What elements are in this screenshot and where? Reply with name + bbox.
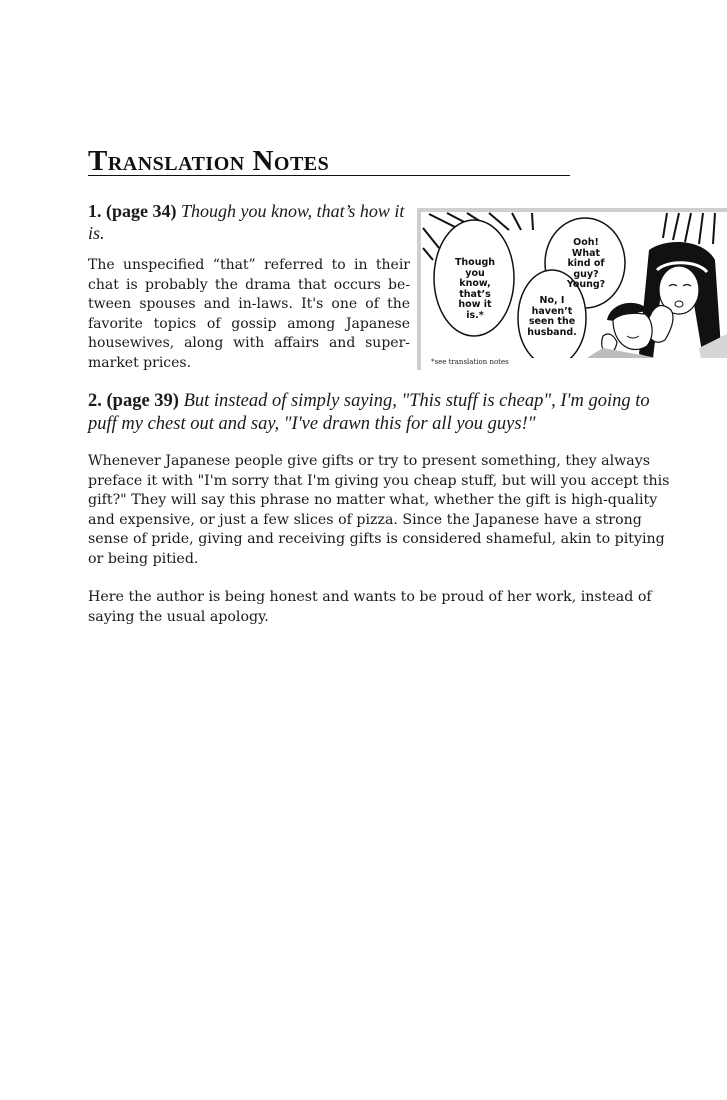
speech-bubble-left: Though you know, that’s how it is.*	[454, 257, 496, 321]
note-number: 1. (page 34)	[88, 201, 177, 221]
note-number: 2. (page 39)	[88, 391, 179, 411]
page-title: Translation Notes	[88, 147, 570, 176]
speech-bubble-bottom: No, I haven’t seen the husband.	[527, 295, 577, 338]
note-quote: Though you know, that’s how it is.	[88, 201, 405, 243]
manga-panel-illustration	[417, 208, 727, 370]
note-paragraph: Whenever Japanese people give gifts or try to present something, they always preface it with "I'm sorry that I'm giving you cheap stuff, but will you accept this gift?" They will say this phrase no matter what, whether the gift is high-quality and expensive, or just a few slices of pizza. Since the Japanese have a strong sense of pride, giving and receiving gifts is considered shameful, akin to pitying or being pitied.	[88, 453, 670, 567]
note-paragraph: Here the author is being honest and wants to be proud of her work, instead of saying the usual apology.	[88, 589, 652, 625]
note-heading	[88, 200, 410, 244]
panel-footnote: *see translation notes	[431, 358, 509, 366]
note-quote: But instead of simply saying, "This stuff is cheap", I'm going to puff my chest out and say, "I've drawn this for all you guys!"	[88, 391, 650, 434]
translation-note-2	[88, 390, 670, 627]
translation-note-1	[88, 200, 410, 373]
note-heading	[88, 390, 670, 436]
note-paragraph: The unspecified “that” referred to in their chat is probably the drama that occurs be-tween spouses and in-laws. It's one of the favorite topics of gossip among Japanese housewives, along with affairs and super-market prices.	[88, 257, 410, 371]
speech-bubble-top-right: Ooh! What kind of guy? Young?	[566, 237, 606, 290]
